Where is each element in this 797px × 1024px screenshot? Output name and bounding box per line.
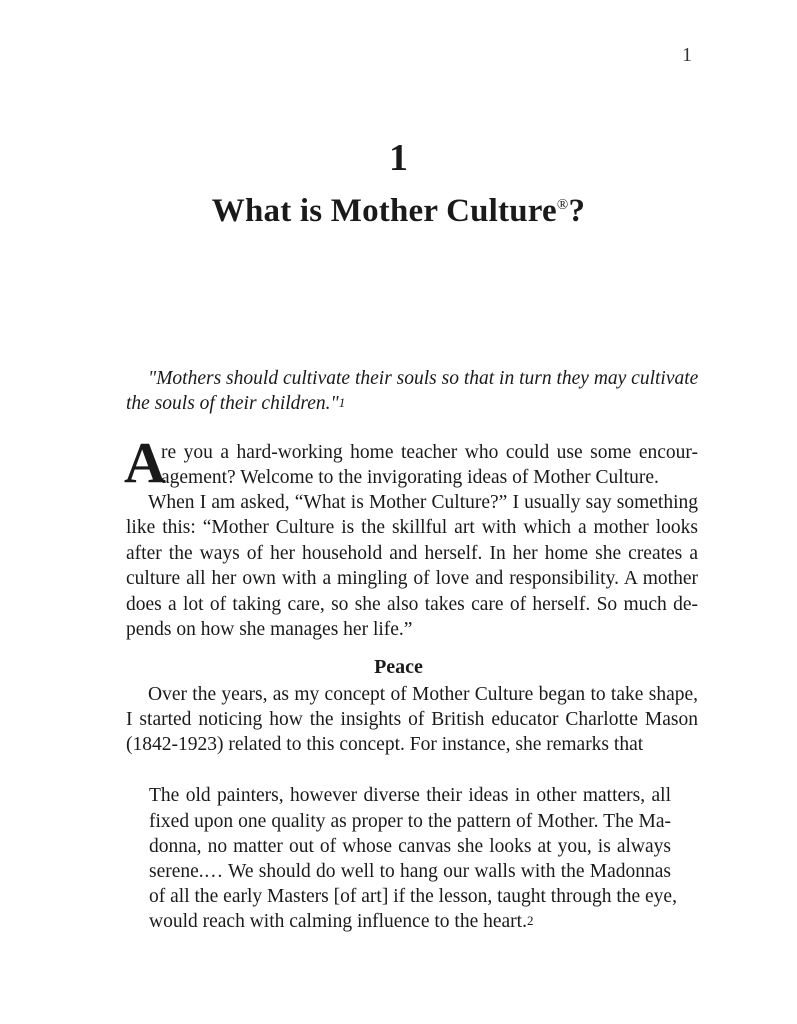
body-line: does a lot of taking care, so she also takes care of herself. So much de- [126,594,698,615]
quote-line: fixed upon one quality as proper to the pattern of Mother. The Ma- [149,811,671,832]
body-line: agement? Welcome to the invigorating ideas of Mother Culture. [161,467,659,488]
chapter-number: 1 [389,137,408,179]
body-line: Over the years, as my concept of Mother Culture began to take shape, [148,684,698,705]
body-line: (1842-1923) related to this concept. For instance, she remarks that [126,734,644,755]
epigraph-line: "Mothers should cultivate their souls so that in turn they may cultivate [148,368,699,389]
quote-line: would reach with calming influence to the heart.$^2$ [149,911,534,932]
drop-cap: A [124,430,166,495]
chapter-title-end: ? [568,193,586,229]
epigraph-line: the souls of their children."$^1$ [126,393,346,414]
body-line: I started noticing how the insights of British educator Charlotte Mason [126,709,698,730]
body-line: after the ways of her household and herself. In her home she creates a [126,543,698,564]
body-line: re you a hard-working home teacher who could use some encour- [161,442,698,463]
page-number: 1 [682,44,692,66]
chapter-title [0,193,797,230]
body-line: culture all her own with a mingling of love and responsibility. A mother [126,568,698,589]
footnote-ref: 2 [526,913,534,928]
body-line: like this: “Mother Culture is the skillful art with which a mother looks [126,517,698,538]
quote-line: serene.… We should do well to hang our walls with the Madonnas [149,861,671,882]
body-line: pends on how she manages her life.” [126,619,413,640]
quote-line: The old painters, however diverse their ideas in other matters, all [149,785,671,806]
quote-line: of all the early Masters [of art] if the lesson, taught through the eye, [149,886,677,907]
section-heading: Peace [374,656,423,678]
body-line: When I am asked, “What is Mother Culture?” I usually say something [148,492,698,513]
quote-line: donna, no matter out of whose canvas she looks at you, is always [149,836,671,857]
registered-mark: ® [556,197,569,213]
chapter-title-text: What is Mother Culture [211,193,557,229]
footnote-ref: 1 [338,395,346,410]
